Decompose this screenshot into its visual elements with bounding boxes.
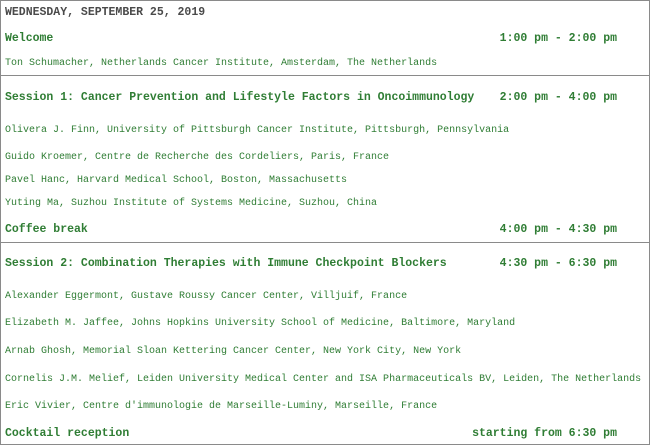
session1-row bbox=[5, 91, 617, 104]
session1-title: Session 1: Cancer Prevention and Lifestyle Factors in Oncoimmunology bbox=[5, 91, 475, 104]
coffee-row bbox=[5, 223, 617, 236]
coffee-time: 4:00 pm - 4:30 pm bbox=[499, 223, 617, 236]
session2-speaker: Cornelis J.M. Melief, Leiden University Medical Center and ISA Pharmaceuticals BV, Leiden, The Netherlands bbox=[5, 374, 642, 385]
coffee-title: Coffee break bbox=[5, 223, 88, 236]
schedule-date: WEDNESDAY, SEPTEMBER 25, 2019 bbox=[5, 6, 206, 19]
session2-row bbox=[5, 257, 617, 270]
session2-speaker: Arnab Ghosh, Memorial Sloan Kettering Cancer Center, New York City, New York bbox=[5, 346, 462, 357]
session2-speaker: Eric Vivier, Centre d'immunologie de Marseille-Luminy, Marseille, France bbox=[5, 401, 438, 412]
session1-speaker: Yuting Ma, Suzhou Institute of Systems Medicine, Suzhou, China bbox=[5, 198, 378, 209]
session2-title: Session 2: Combination Therapies with Immune Checkpoint Blockers bbox=[5, 257, 447, 270]
session2-speaker: Elizabeth M. Jaffee, Johns Hopkins University School of Medicine, Baltimore, Maryland bbox=[5, 318, 516, 329]
section-divider bbox=[1, 242, 649, 243]
session2-time: 4:30 pm - 6:30 pm bbox=[499, 257, 617, 270]
session1-speaker: Pavel Hanc, Harvard Medical School, Boston, Massachusetts bbox=[5, 175, 348, 186]
session1-time: 2:00 pm - 4:00 pm bbox=[499, 91, 617, 104]
welcome-time: 1:00 pm - 2:00 pm bbox=[499, 32, 617, 45]
session1-speaker: Olivera J. Finn, University of Pittsburgh Cancer Institute, Pittsburgh, Pennsylvania bbox=[5, 125, 510, 136]
welcome-title: Welcome bbox=[5, 32, 54, 45]
cocktail-title: Cocktail reception bbox=[5, 427, 130, 440]
welcome-speaker: Ton Schumacher, Netherlands Cancer Institute, Amsterdam, The Netherlands bbox=[5, 58, 438, 69]
welcome-row bbox=[5, 32, 617, 45]
section-divider bbox=[1, 75, 649, 76]
session1-speaker: Guido Kroemer, Centre de Recherche des Cordeliers, Paris, France bbox=[5, 152, 390, 163]
cocktail-time: starting from 6:30 pm bbox=[472, 427, 617, 440]
session2-speaker: Alexander Eggermont, Gustave Roussy Cancer Center, Villjuif, France bbox=[5, 291, 408, 302]
cocktail-row bbox=[5, 427, 617, 440]
